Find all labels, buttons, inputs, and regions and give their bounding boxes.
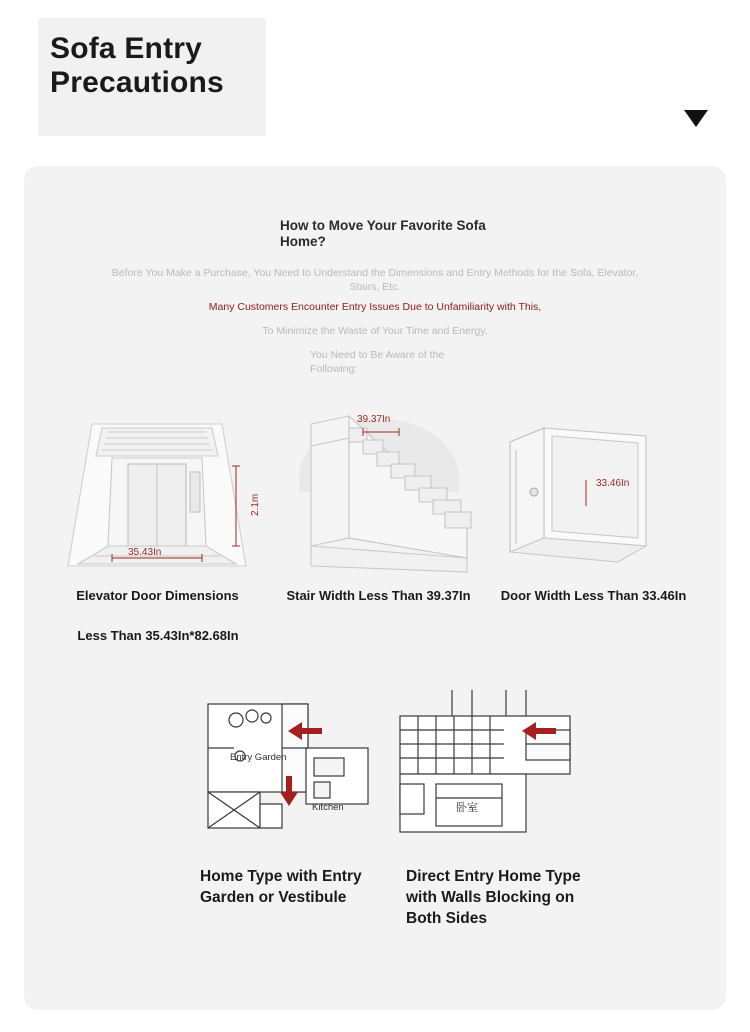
figure-direct-entry-home <box>384 686 594 976</box>
label-bedroom: 卧室 <box>456 802 478 814</box>
figure-row-2 <box>24 686 726 986</box>
stairs-caption: Stair Width Less Than 39.37In <box>286 588 471 603</box>
elevator-height-dimension: 2.1m <box>250 493 261 516</box>
elevator-illustration <box>50 406 265 581</box>
entry-garden-floorplan <box>174 686 384 861</box>
direct-entry-floorplan <box>384 686 594 861</box>
direct-entry-caption: Direct Entry Home Type with Walls Blocking on Both Sides <box>406 868 581 927</box>
elevator-caption: Elevator Door Dimensions <box>76 588 239 603</box>
label-entry-garden: Entry Garden <box>230 752 287 763</box>
door-illustration <box>486 406 701 581</box>
chevron-down-icon[interactable] <box>684 110 708 127</box>
intro-line-2-warning: Many Customers Encounter Entry Issues Due to Unfamiliarity with This, <box>208 301 542 313</box>
door-width-dimension: 33.46In <box>596 478 630 489</box>
stairs-width-dimension: 39.37In <box>357 414 391 425</box>
door-caption: Door Width Less Than 33.46In <box>500 588 687 603</box>
elevator-width-dimension: 35.43In <box>128 547 162 558</box>
figure-door <box>486 406 701 706</box>
entry-garden-caption: Home Type with Entry Garden or Vestibule <box>200 868 362 906</box>
intro-line-1: Before You Make a Purchase, You Need to Understand the Dimensions and Entry Methods for the Sofa, Elevator, Stairs, Etc. <box>111 267 639 293</box>
elevator-caption-secondary: Less Than 35.43In*82.68In <box>77 628 239 643</box>
figure-stairs <box>271 406 486 706</box>
label-kitchen: Kitchen <box>312 802 344 813</box>
page-title: Sofa Entry Precautions <box>50 32 224 99</box>
figure-elevator <box>50 406 265 706</box>
intro-lead: How to Move Your Favorite Sofa Home? <box>280 218 486 249</box>
direct-entry-svg <box>384 686 594 861</box>
figure-row-1 <box>24 406 726 706</box>
intro-line-4: You Need to Be Aware of the Following: <box>310 349 445 375</box>
door-svg <box>486 406 701 581</box>
entry-garden-svg <box>174 686 384 861</box>
stairs-illustration <box>271 406 486 581</box>
stairs-svg <box>271 406 486 581</box>
content-card <box>24 166 726 1010</box>
intro-block <box>24 218 726 376</box>
intro-line-3: To Minimize the Waste of Your Time and Energy, <box>262 325 488 337</box>
figure-entry-garden-home <box>174 686 384 976</box>
